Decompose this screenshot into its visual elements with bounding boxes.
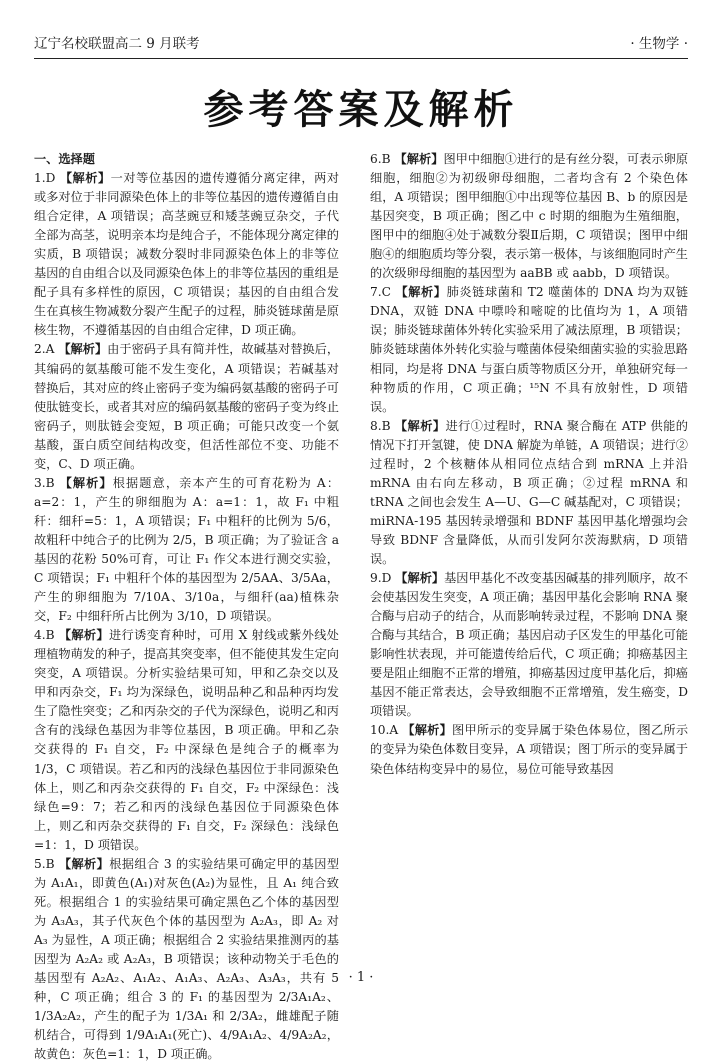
header-subject: · 生物学 · (630, 36, 688, 52)
item-number: 7.C (370, 285, 391, 300)
answer-item (370, 283, 688, 416)
answer-item (34, 474, 339, 626)
analysis-tag: 【解析】 (58, 342, 108, 357)
item-number: 10.A (370, 723, 399, 738)
item-text: 肺炎链球菌和 T2 噬菌体的 DNA 均为双链 DNA，双链 DNA 中嘌呤和嘧啶的比值均为 1，A 项错误；肺炎链球菌体外转化实验采用了减法原理，B 项错误；肺炎链球菌体外转化实验与噬菌体侵染细菌实验的实验思路相同，均是将 DNA 与蛋白质等物质区分开，单独研究每一种物质的作用，C 项正确；¹⁵N 不具有放射性，D 项错误。 (370, 285, 689, 414)
right-column (370, 150, 688, 779)
answer-item (34, 626, 339, 855)
item-text: 图甲中细胞①进行的是有丝分裂，可表示卵原细胞，细胞②为初级卵母细胞，二者均含有 2 个染色体组，A 项错误；图甲细胞①中出现等位基因 B、b 的原因是基因突变，B 项正确；图乙中 c 时期的细胞为生殖细胞，图甲中的细胞④处于减数分裂Ⅱ后期，C 项错误；图甲中细胞④的细胞质均等分裂，表示第一极体，与该细胞同时产生的次级卵母细胞的基因型为 aaBB 或 aabb，D 项错误。 (370, 152, 689, 281)
analysis-tag: 【解析】 (59, 475, 113, 490)
item-number: 8.B (370, 418, 391, 433)
analysis-tag: 【解析】 (394, 418, 446, 433)
header-exam-name: 辽宁名校联盟高二 9 月联考 (34, 36, 200, 52)
answer-item (370, 150, 688, 283)
header-rule (34, 58, 688, 59)
item-number: 3.B (34, 475, 55, 490)
item-number: 2.A (34, 342, 55, 357)
item-text: 基因甲基化不改变基因碱基的排列顺序，故不会使基因发生突变，A 项正确；基因甲基化会影响 RNA 聚合酶与启动子的结合，从而影响转录过程，不影响 DNA 聚合酶与其结合，B 项正确；基因启动子区发生的甲基化可能影响性状表现，并可能遗传给后代，C 项正确；抑癌基因主要是阻止细胞不正常的增殖，抑癌基因过度甲基化后，抑癌基因不能正常表达，会导致细胞不正常增殖，发生癌变，D 项错误。 (370, 571, 689, 719)
analysis-tag: 【解析】 (394, 152, 444, 166)
left-column (34, 150, 339, 1064)
page-title: 参考答案及解析 (203, 87, 519, 133)
item-text: 根据题意，亲本产生的可育花粉为 A：a=2：1，产生的卵细胞为 A：a=1：1，故 F₁ 中粗秆：细秆=5：1，A 项错误；F₁ 中粗秆的比例为 5/6，故粗秆中纯合子的比例为 2/5，B 项正确；为了验证含 a 基因的花粉 50%可育，可让 F₁ 作父本进行测交实验，C 项错误；F₁ 中粗秆个体的基因型为 2/5AA、3/5Aa，产生的卵细胞为 7/10A、3/10a，与细秆(aa)植株杂交，F₂ 中细秆所占比例为 3/10，D 项错误。 (34, 475, 340, 624)
item-number: 1.D (34, 171, 56, 186)
analysis-tag: 【解析】 (395, 571, 445, 586)
answer-item (34, 855, 339, 1064)
item-text: 根据组合 3 的实验结果可确定甲的基因型为 A₁A₁，即黄色(A₁)对灰色(A₂)为显性，且 A₁ 纯合致死。根据组合 1 的实验结果可确定黑色乙个体的基因型为 A₃A₃，其子代灰色个体的基因型为 A₂A₃，即 A₂ 对 A₃ 为显性，A 项正确；根据组合 2 实验结果推测丙的基因型为 A₂A₂ 或 A₂A₃，B 项错误；该种动物关于毛色的基因型有 A₂A₂、A₁A₂、A₁A₃、A₂A₃、A₃A₃，共有 5 种，C 项正确；组合 3 的 F₁ 的基因型为 2/3A₁A₂、1/3A₂A₂，产生的配子为 1/3A₁ 和 2/3A₂，雌雄配子随机结合，可得到 1/9A₁A₁(死亡)、4/9A₁A₂、4/9A₂A₂，故黄色：灰色=1：1，D 项正确。 (34, 856, 340, 1062)
answer-item (34, 169, 339, 340)
item-text: 一对等位基因的遗传遵循分离定律，两对或多对位于非同源染色体上的非等位基因的遗传遵循自由组合定律，A 项错误；高茎豌豆和矮茎豌豆杂交，子代全部为高茎，说明亲本均是纯合子，不能体现分离定律的实质，B 项错误；减数分裂时非同源染色体上的非等位基因的自由组合以及同源染色体上的非等位基因的重组是配子具有多样性的原因，C 项错误；基因的自由组合发生在真核生物减数分裂产生配子的过程，肺炎链球菌是原核生物，不遵循基因的自由组合定律，D 项正确。 (34, 171, 340, 338)
page-number: · 1 · (348, 970, 374, 985)
item-text: 图甲所示的变异属于染色体易位，图乙所示的变异为染色体数目变异，A 项错误；图丁所示的变异属于染色体结构变异中的易位，易位可能导致基因 (370, 723, 689, 776)
section-heading: 一、选择题 (34, 152, 95, 166)
analysis-tag: 【解析】 (58, 628, 109, 643)
item-text: 进行①过程时，RNA 聚合酶在 ATP 供能的情况下打开氢键，使 DNA 解旋为单链，A 项错误；进行②过程时，2 个核糖体从相同位点结合到 mRNA 上并沿 mRNA 由右向左移动，B 项正确；②过程 mRNA 和 tRNA 之间也会发生 A—U、G—C 碱基配对，C 项错误；miRNA-195 基因转录增强和 BDNF 基因甲基化增强均会导致 BDNF 含量降低，从而引发阿尔茨海默病，D 项错误。 (370, 418, 688, 566)
analysis-tag: 【解析】 (59, 171, 111, 186)
item-number: 4.B (34, 628, 55, 643)
item-text: 由于密码子具有简并性，故碱基对替换后，其编码的氨基酸可能不发生变化，A 项错误；若碱基对替换后，其对应的终止密码子变为编码氨基酸的密码子可使肽链变长，或者其对应的编码氨基酸的密码子变为终止密码子，则肽链会变短，B 项正确；可能只改变一个氨基酸，蛋白质空间结构改变，但活性部位不变、功能不变，C、D 项正确。 (34, 342, 340, 471)
item-number: 6.B (370, 152, 391, 166)
item-number: 9.D (370, 571, 392, 586)
answer-item (370, 417, 688, 569)
answer-item (34, 340, 339, 473)
item-text: 进行诱变育种时，可用 X 射线或紫外线处理植物萌发的种子，提高其突变率，但不能使其发生定向突变，A 项错误。分析实验结果可知，甲和乙杂交以及甲和丙杂交，F₁ 均为深绿色，说明品种乙和品种丙均发生了隐性突变；乙和丙杂交的子代为深绿色，说明乙和丙含有的浅绿色基因为非等位基因，B 项正确。甲和乙杂交获得的 F₁ 自交，F₂ 中深绿色是纯合子的概率为 1/3，C 项错误。若乙和丙的浅绿色基因位于非同源染色体上，则乙和丙杂交获得的 F₁ 自交，F₂ 中深绿色：浅绿色=9：7；若乙和丙的浅绿色基因位于同源染色体上，则乙和丙杂交获得的 F₁ 自交，F₂ 深绿色：浅绿色=1：1，D 项错误。 (34, 628, 339, 852)
analysis-tag: 【解析】 (58, 856, 110, 871)
answer-item (370, 721, 688, 778)
answer-item (370, 569, 688, 721)
analysis-tag: 【解析】 (395, 285, 447, 300)
analysis-tag: 【解析】 (402, 723, 453, 738)
page-header (34, 26, 688, 50)
item-number: 5.B (34, 856, 55, 871)
